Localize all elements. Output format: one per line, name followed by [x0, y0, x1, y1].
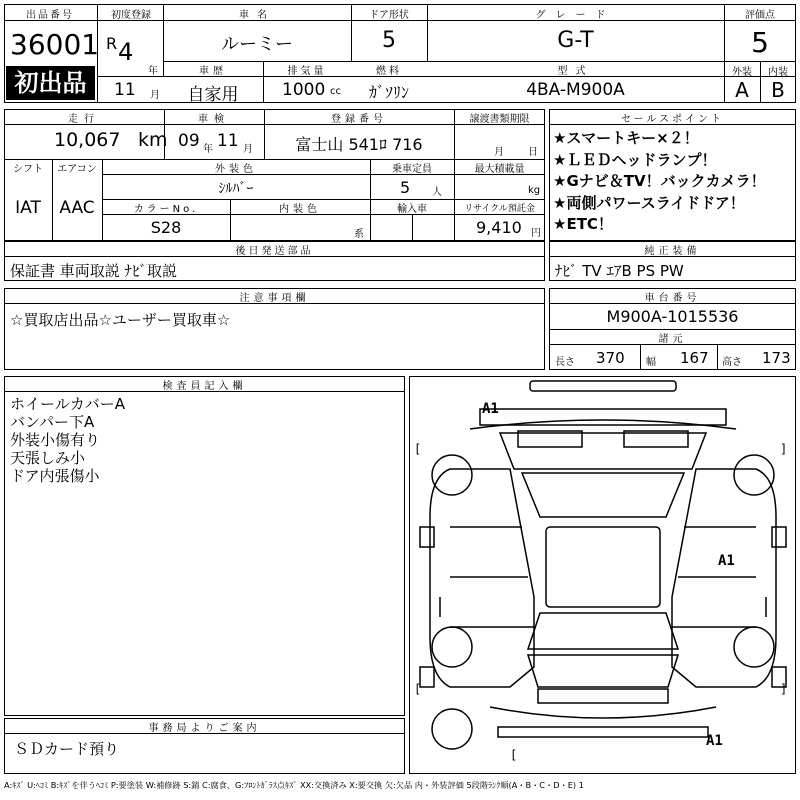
ext-color-label: 外装色	[215, 164, 257, 175]
displacement-value: 1000	[282, 80, 326, 100]
legend-text: A:ｷｽﾞ U:ﾍｺﾐ B:ｷｽﾞを伴うﾍｺﾐ P:要塗装 W:補修跡 S:錆 C:腐食、G:ﾌﾛﾝﾄｶﾞﾗｽ点ｷｽﾞ XX:交換済み X:要交換 欠:欠品 内・外装評価 5段階ﾗﾝｸ順(A・B・C・D・E) 1	[4, 780, 584, 790]
ext-score: A	[735, 78, 749, 102]
month-unit: 月	[150, 90, 160, 101]
genuine-value: ﾅﾋﾞ TV ｴｱB PS PW	[555, 262, 684, 280]
sales-point-item: ★両側パワースライドドア！	[553, 193, 745, 212]
fuel-value: ｶﾞｿﾘﾝ	[368, 83, 409, 102]
first-reg-month: 11	[114, 80, 136, 100]
capacity-unit: 人	[432, 187, 442, 198]
sales-points-list	[553, 128, 793, 236]
svg-text:[: [	[414, 682, 422, 696]
displacement-unit: cc	[330, 86, 341, 97]
mileage-value: 10,067	[54, 129, 121, 151]
transfer-month-unit: 月	[494, 147, 504, 158]
int-color-label: 内装色	[279, 204, 321, 215]
sales-point-item: ★Gナビ＆TV！バックカメラ！	[553, 172, 766, 190]
transfer-label: 譲渡書類期限	[469, 114, 530, 125]
fuel-label: 燃料	[376, 66, 402, 77]
grade-value: G-T	[557, 28, 594, 53]
inspection-year-unit: 年	[203, 144, 213, 155]
inspector-note-line: 外装小傷有り	[10, 431, 101, 449]
model-label: 型式	[557, 66, 594, 77]
doors-label: ドア形状	[369, 10, 409, 21]
color-no-value: S28	[150, 218, 182, 237]
office-value: ＳＤカード預り	[14, 740, 120, 758]
displacement-label: 排気量	[287, 66, 327, 77]
car-outline-diagram	[410, 377, 796, 774]
lot-number: 36001	[10, 28, 100, 61]
max-load-unit: kg	[528, 185, 541, 196]
doors-value: 5	[382, 28, 396, 53]
shift-value: IAT	[15, 198, 41, 218]
grade-label: グレード	[535, 10, 616, 21]
ext-score-label: 外装	[732, 67, 752, 78]
inspector-notes	[10, 395, 125, 485]
chassis-value: M900A-1015536	[606, 307, 739, 326]
aircon-value: AAC	[59, 198, 95, 218]
lot-label: 出品番号	[26, 10, 74, 21]
width-value: 167	[680, 349, 709, 367]
length-value: 370	[596, 349, 625, 367]
year-unit: 年	[148, 66, 158, 77]
height-label: 高さ	[722, 357, 742, 368]
svg-text:]: ]	[780, 442, 788, 456]
inspection-month-unit: 月	[243, 144, 253, 155]
inspection-label: 車検	[198, 114, 230, 125]
chassis-label: 車台番号	[644, 293, 701, 304]
import-label: 輸入車	[397, 204, 427, 215]
car-name: ルーミー	[221, 34, 293, 55]
color-no-label: カラーNo.	[133, 204, 199, 215]
model-value: 4BA-M900A	[526, 80, 625, 100]
first-reg-era: R	[106, 34, 118, 53]
inspector-note-line: ドア内張傷小	[10, 467, 100, 485]
inspector-label: 検査員記入欄	[162, 381, 247, 392]
inspector-note-line: ホイールカバーA	[10, 395, 125, 413]
damage-diagram	[409, 376, 796, 774]
score-label: 評価点	[745, 10, 775, 21]
score-value: 5	[751, 26, 769, 59]
int-color-unit: 系	[354, 229, 364, 240]
sales-point-item: ★スマートキー×２！	[553, 129, 699, 147]
inspector-note-line: 天張しみ小	[10, 449, 86, 467]
recycle-unit: 円	[531, 228, 541, 239]
length-label: 長さ	[555, 357, 575, 368]
int-score-label: 内装	[768, 67, 788, 78]
reg-number-label: 登録番号	[331, 114, 387, 125]
capacity-label: 乗車定員	[392, 164, 432, 175]
shift-label: シフト	[13, 164, 43, 175]
sales-point-item: ★ETC！	[553, 215, 613, 233]
height-value: 173	[762, 349, 791, 367]
history-label: 車歴	[199, 66, 227, 77]
max-load-label: 最大積載量	[474, 164, 525, 175]
svg-text:[: [	[414, 442, 422, 456]
later-parts-value: 保証書 車両取説 ﾅﾋﾞ取説	[10, 262, 178, 280]
inspection-month: 11	[217, 131, 239, 151]
notes-value: ☆買取店出品☆ユーザー買取車☆	[10, 311, 231, 329]
ext-color-value: ｼﾙﾊﾞｰ	[218, 181, 254, 197]
damage-mark-rear: A1	[706, 733, 723, 749]
reg-number-value: 富士山 541ﾛ 716	[295, 135, 423, 154]
svg-text:[: [	[510, 748, 518, 762]
first-listing-badge: 初出品	[6, 66, 95, 100]
office-label: 事務局よりご案内	[148, 723, 261, 734]
inspector-note-line: バンパー下A	[10, 413, 95, 431]
aircon-label: エアコン	[57, 164, 97, 175]
notes-label: 注意事項欄	[239, 293, 310, 304]
sales-points-label: セールスポイント	[620, 114, 725, 125]
recycle-value: 9,410	[476, 218, 522, 237]
mileage-unit: km	[138, 129, 168, 151]
later-parts-label: 後日発送部品	[235, 246, 314, 257]
damage-mark-side: A1	[718, 553, 735, 569]
damage-mark-front: A1	[482, 401, 499, 417]
width-label: 幅	[646, 357, 656, 368]
first-reg-label: 初度登録	[111, 10, 151, 21]
recycle-label: リサイクル預託金	[464, 204, 535, 214]
sales-point-item: ★ＬＥＤヘッドランプ！	[553, 150, 717, 169]
first-reg-year: 4	[118, 38, 134, 66]
dims-label: 諸元	[658, 334, 687, 345]
transfer-day-unit: 日	[528, 147, 538, 158]
int-score: B	[771, 78, 785, 102]
capacity-value: 5	[400, 178, 411, 197]
mileage-label: 走行	[68, 114, 100, 125]
svg-text:]: ]	[780, 682, 788, 696]
inspection-year: 09	[178, 131, 200, 151]
history-value: 自家用	[187, 85, 239, 105]
car-name-label: 車名	[239, 10, 275, 21]
genuine-label: 純正装備	[644, 246, 701, 257]
